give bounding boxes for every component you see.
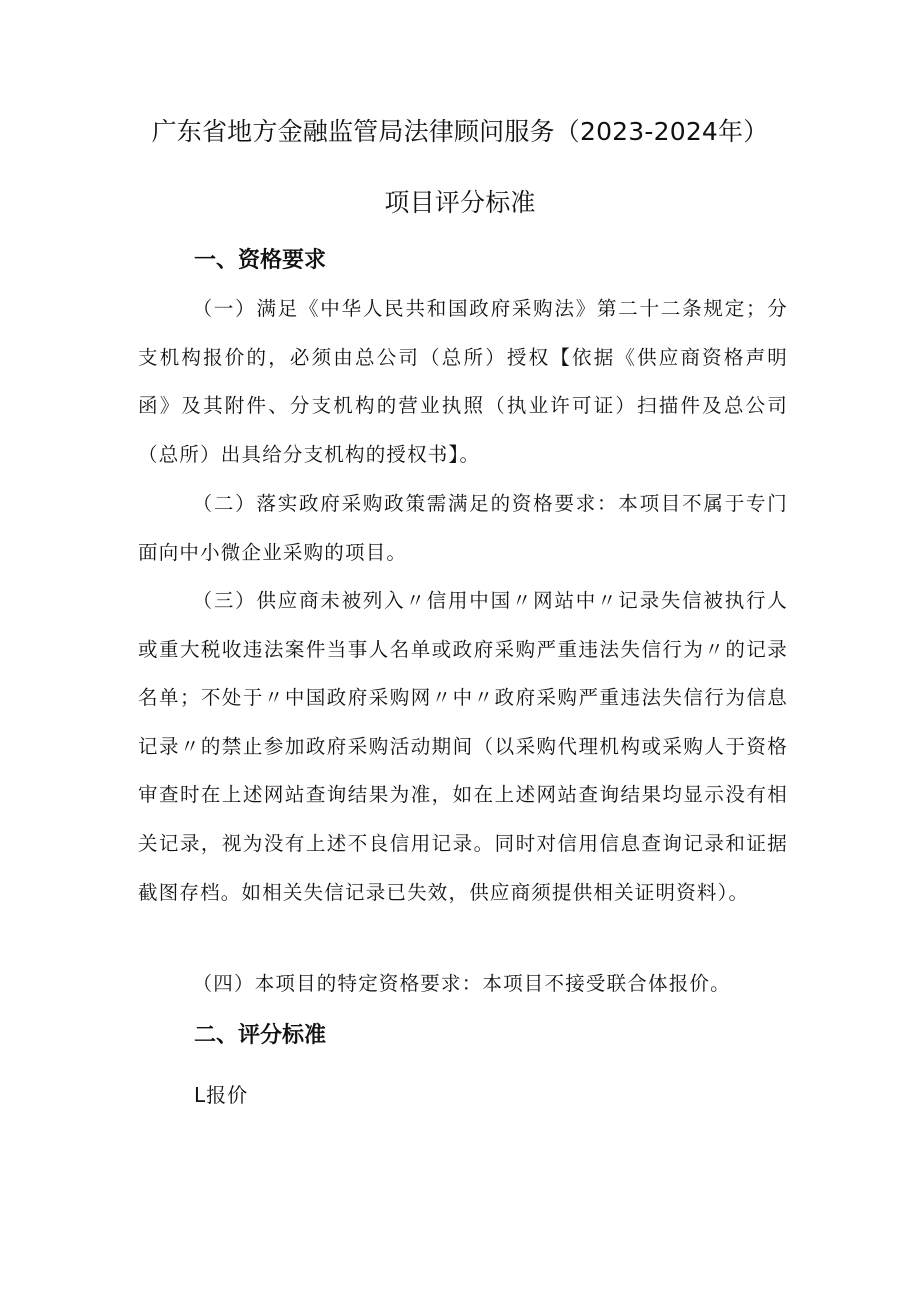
document-subtitle: 项目评分标准 — [384, 188, 536, 217]
document-title: 广东省地方金融监管局法律顾问服务（2023-2024年） — [151, 117, 769, 146]
sub-item-price: L报价 — [194, 1083, 249, 1107]
section-heading-qualification: 一、资格要求 — [194, 248, 327, 273]
section-heading-scoring: 二、评分标准 — [194, 1023, 327, 1048]
paragraph-requirement-1: （一）满足《中华人民共和国政府采购法》第二十二条规定；分支机构报价的，必须由总公司（总所）授权【依据《供应商资格声明函》及其附件、分支机构的营业执照（执业许可证）扫描件及总公司（总所）出具给分支机构的授权书】。 — [138, 297, 788, 466]
paragraph-requirement-3: （三）供应商未被列入〃信用中国〃网站中〃记录失信被执行人或重大税收违法案件当事人名单或政府采购严重违法失信行为〃的记录名单；不处于〃中国政府采购网〃中〃政府采购严重违法失信行为信息记录〃的禁止参加政府采购活动期间（以采购代理机构或采购人于资格审查时在上述网站查询结果为准，如在上述网站查询结果均显示没有相关记录，视为没有上述不良信用记录。同时对信用信息查询记录和证据截图存档。如相关失信记录已失效，供应商须提供相关证明资料）。 — [138, 589, 788, 904]
paragraph-requirement-2: （二）落实政府采购政策需满足的资格要求：本项目不属于专门面向中小微企业采购的项目。 — [138, 492, 788, 564]
paragraph-requirement-4: （四）本项目的特定资格要求：本项目不接受联合体报价。 — [192, 972, 731, 995]
